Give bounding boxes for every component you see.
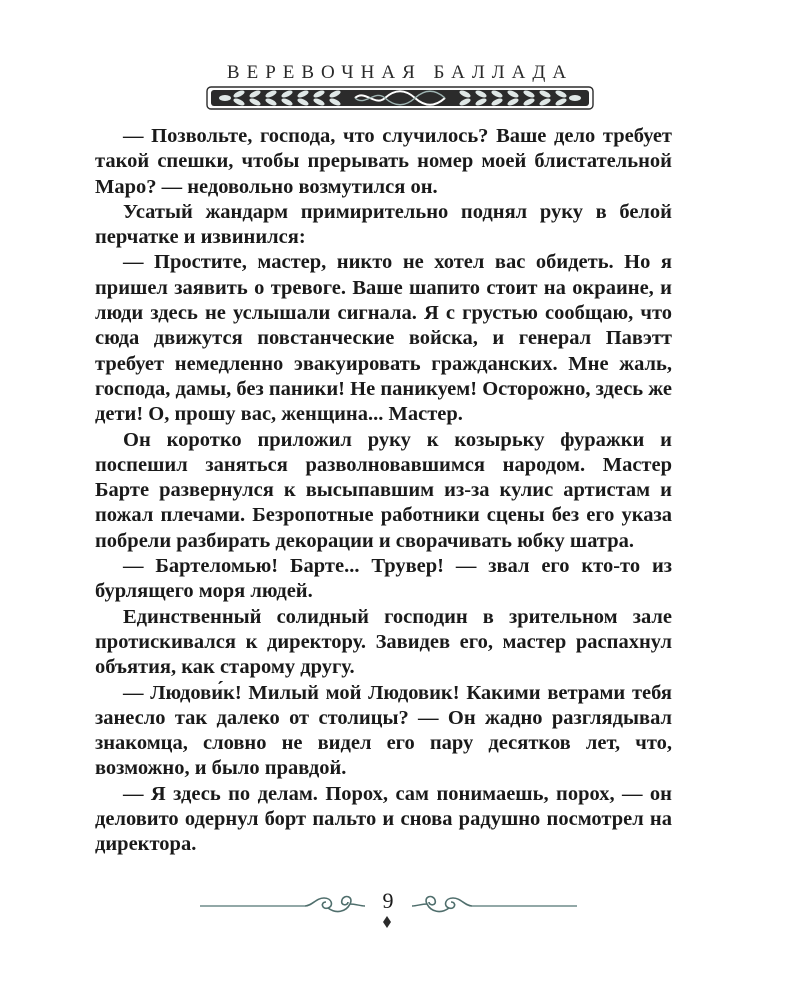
page-footer [0, 888, 800, 938]
paragraph: — Позвольте, господа, что случилось? Ваше дело требует такой спешки, чтобы прерывать номер моей блистательной Маро? — недовольно возмутился он. [95, 125, 672, 198]
laurel-ornament-icon [205, 85, 595, 111]
right-flourish-icon [412, 892, 577, 916]
paragraph: — Я здесь по делам. Порох, сам понимаешь, порох, — он деловито одернул борт пальто и снова радушно посмотрел на директора. [95, 782, 672, 856]
page-number: 9 [382, 888, 394, 913]
paragraph: Он коротко приложил руку к козырьку фуражки и поспешил заняться разволновавшимся народом. Мастер Барте развернулся к высыпавшим из-за кулис артистам и пожал плечами. Безропотные работники сцены без его указа побрели разбирать декорации и сворачивать юбку шатра. [95, 428, 672, 552]
paragraph: Усатый жандарм примирительно поднял руку в белой перчатке и извинился: [95, 200, 672, 249]
paragraph: — Простите, мастер, никто не хотел вас обидеть. Но я пришел заявить о тревоге. Ваше шапито стоит на окраине, и люди здесь не услышали сигнала. Я с грустью сообщаю, что сюда движутся повстанческие войска, и генерал Павэтт требует немедленно эвакуировать гражданских. Мне жаль, господа, дамы, без паники! Не паникуем! Осторожно, здесь же дети! О, прошу вас, женщина... Мастер. [95, 251, 672, 426]
paragraph: — Людови́к! Милый мой Людовик! Какими ветрами тебя занесло так далеко от столицы? — Он жадно разглядывал знакомца, словно не видел его пару десятков лет, что, возможно, и было правдой. [95, 681, 672, 780]
left-flourish-icon [200, 892, 365, 916]
drop-ornament-icon [382, 916, 392, 928]
paragraph: — Бартеломью! Барте... Трувер! — звал его кто-то из бурлящего моря людей. [95, 555, 672, 603]
running-title: ВЕРЕВОЧНАЯ БАЛЛАДА [226, 62, 574, 83]
body-text [95, 124, 672, 858]
paragraph: Единственный солидный господин в зрительном зале протискивался к директору. Завидев его, мастер распахнул объятия, как старому другу. [95, 605, 672, 679]
